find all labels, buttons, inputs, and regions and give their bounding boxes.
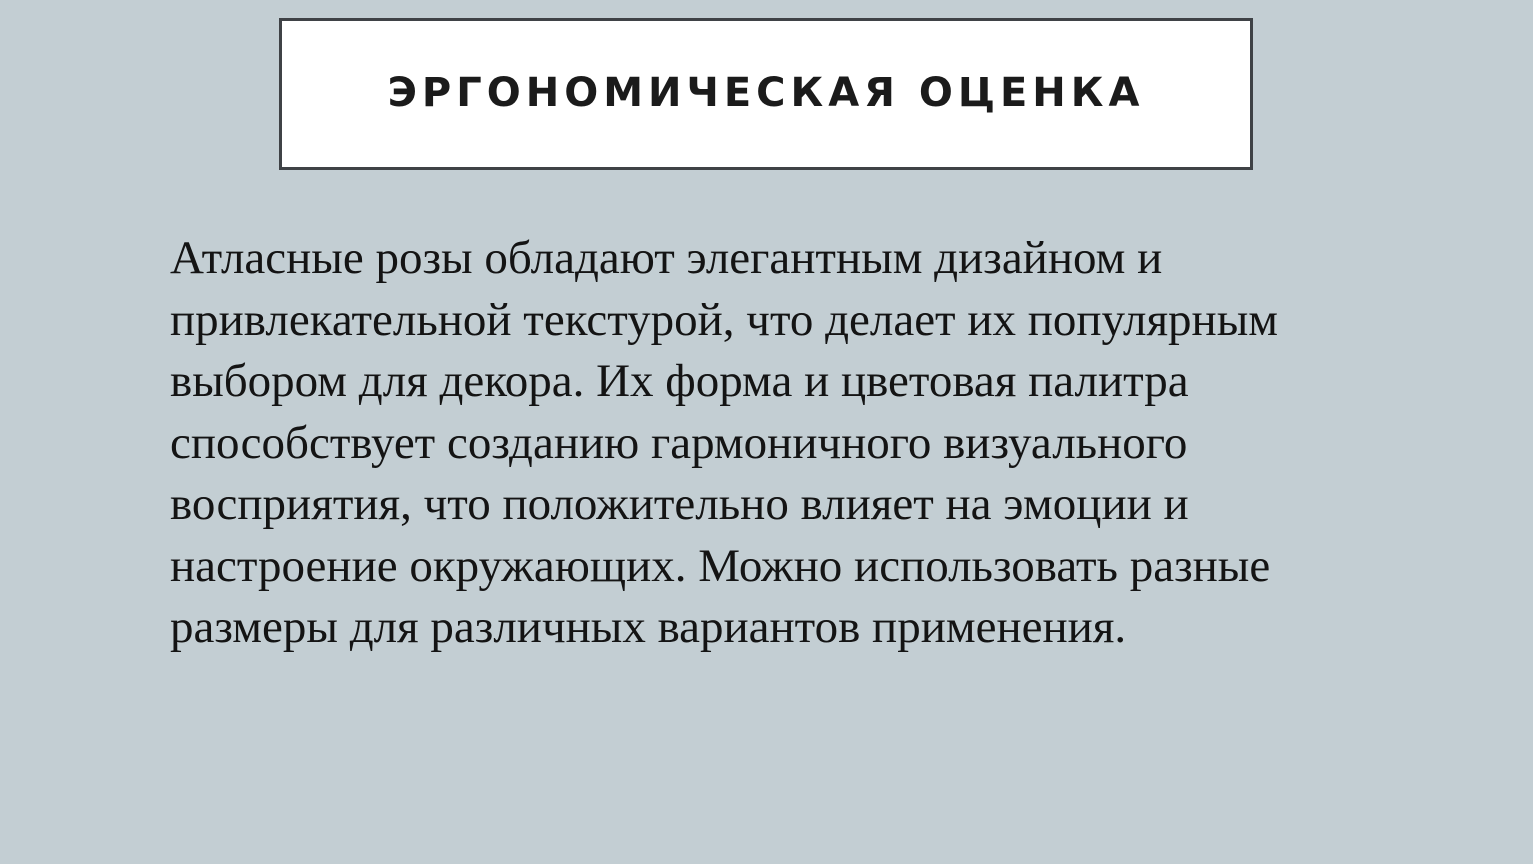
slide-title: ЭРГОНОМИЧЕСКАЯ ОЦЕНКА (387, 70, 1145, 116)
slide-body-text: Атласные розы обладают элегантным дизайном и привлекательной текстурой, что делает их популярным выбором для декора. Их форма и цветовая палитра способствует созданию гармоничного визуального восприятия, что положительно влияет на эмоции и настроение окружающих. Можно использовать разные размеры для различных вариантов применения. (170, 232, 1279, 653)
title-box (279, 18, 1253, 170)
